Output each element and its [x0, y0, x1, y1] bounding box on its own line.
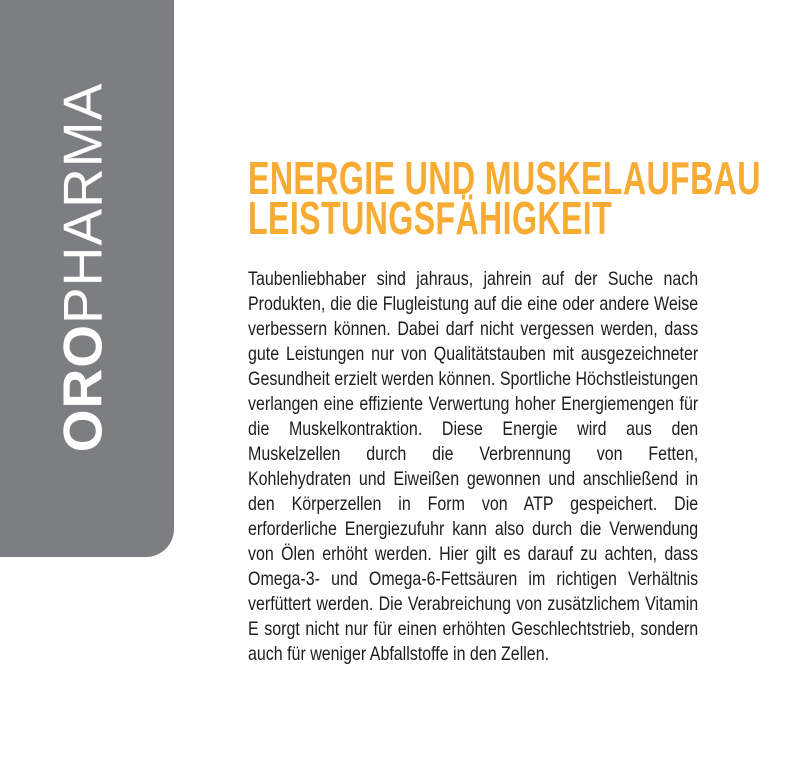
brand-logo-vertical [51, 82, 114, 453]
brand-name-pharma: PHARMA [51, 82, 114, 325]
page-title [248, 152, 761, 244]
body-paragraph: Taubenliebhaber sind jahraus, jahrein auf der Suche nach Produkten, die die Flugleistung auf die eine oder andere Weise verbessern können. Dabei darf nicht vergessen werden, dass gute Leistungen nur von Qualitätstauben mit ausgezeichneter Gesundheit erzielt werden können. Sportliche Höchstleistungen verlangen eine effiziente Verwertung hoher Energiemengen für die Muskelkontraktion. Diese Energie wird aus den Muskelzellen durch die Verbrennung von Fetten, Kohlehydraten und Eiweißen gewonnen und anschließend in den Körperzellen in Form von ATP gespeichert. Die erforderliche Energiezufuhr kann also durch die Verwendung von Ölen erhöht werden. Hier gilt es darauf zu achten, dass Omega-3- und Omega-6-Fettsäuren im richtigen Verhältnis verfüttert werden. Die Verabreichung von zusätzlichem Vitamin E sorgt nicht nur für einen erhöhten Geschlechtstrieb, sondern auch für weniger Abfallstoffe in den Zellen. [248, 268, 699, 665]
brand-sidebar [0, 0, 174, 557]
brand-name-oro: ORO [51, 324, 114, 453]
page-title-line2: LEISTUNGSFÄHIGKEIT [248, 192, 613, 244]
page-title-line1: ENERGIE UND MUSKELAUFBAU [248, 152, 761, 204]
